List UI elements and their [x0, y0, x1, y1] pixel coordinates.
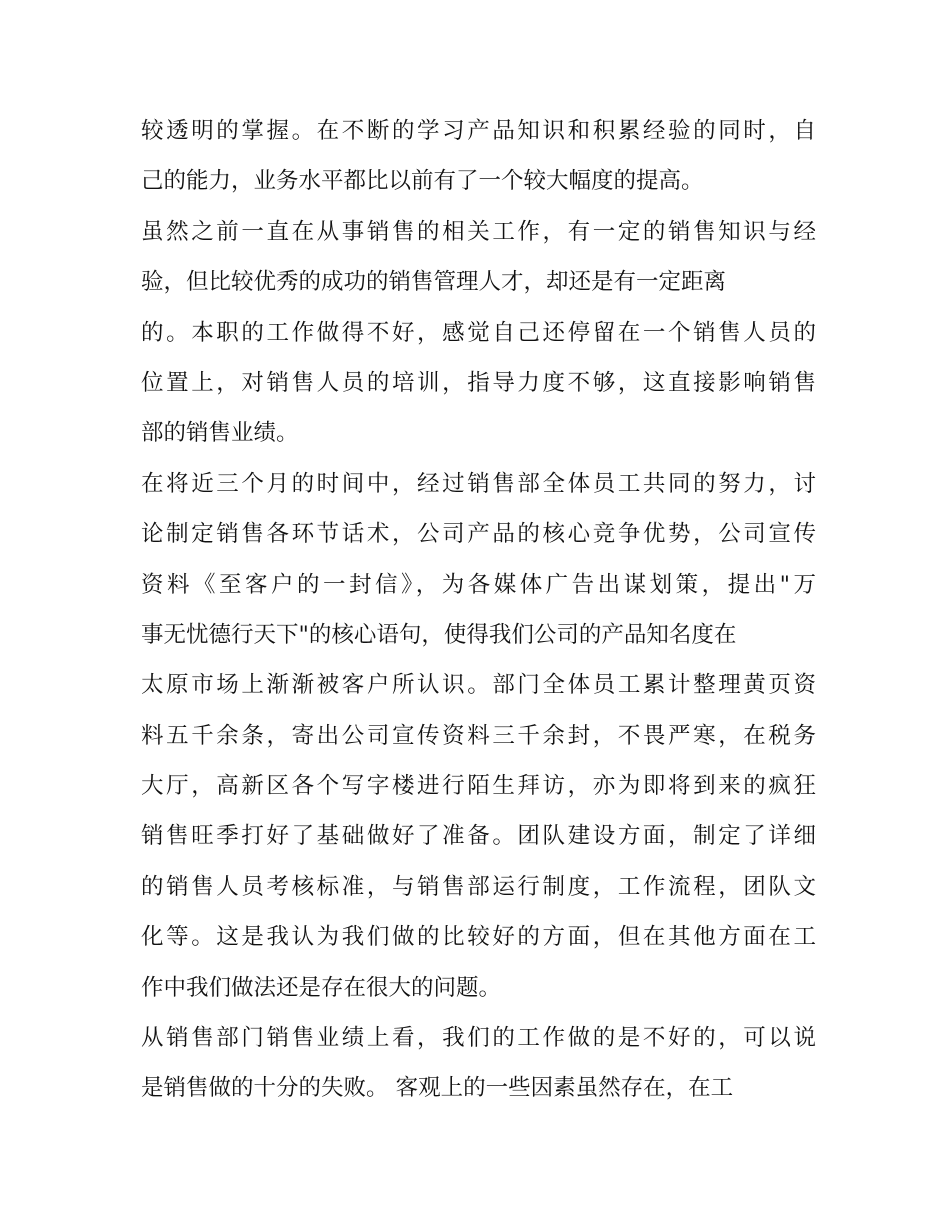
text-line: 事无忧德行天下"的核心语句，使得我们公司的产品知名度在	[141, 621, 737, 648]
text-line: 化等。这是我认为我们做的比较好的方面，但在其他方面在工	[141, 924, 816, 951]
text-line: 料五千余条，寄出公司宣传资料三千余封，不畏严寒，在税务	[141, 722, 816, 749]
paragraph	[141, 1013, 816, 1114]
text-line: 部的销售业绩。	[141, 420, 299, 447]
text-line: 的销售人员考核标准，与销售部运行制度，工作流程，团队文	[141, 873, 816, 900]
text-line: 在将近三个月的时间中，经过销售部全体员工共同的努力，讨	[141, 470, 816, 497]
text-line: 资料《至客户的一封信》，为各媒体广告出谋划策，提出"万	[141, 571, 816, 598]
text-line: 是销售做的十分的失败。 客观上的一些因素虽然存在，在工	[141, 1075, 734, 1102]
text-line: 从销售部门销售业绩上看，我们的工作做的是不好的，可以说	[141, 1025, 816, 1052]
paragraph	[141, 106, 816, 207]
text-line: 作中我们做法还是存在很大的问题。	[141, 974, 502, 1001]
text-line: 论制定销售各环节话术，公司产品的核心竞争优势，公司宣传	[141, 521, 816, 548]
paragraph	[141, 207, 816, 459]
text-line: 的。本职的工作做得不好，感觉自己还停留在一个销售人员的	[141, 319, 816, 346]
document-body	[141, 106, 816, 1114]
text-line: 销售旺季打好了基础做好了准备。团队建设方面，制定了详细	[141, 823, 816, 850]
text-line: 己的能力，业务水平都比以前有了一个较大幅度的提高。	[141, 168, 704, 195]
text-line: 验，但比较优秀的成功的销售管理人才，却还是有一定距离	[141, 269, 727, 296]
text-line: 太原市场上渐渐被客户所认识。部门全体员工累计整理黄页资	[141, 672, 816, 699]
paragraph	[141, 459, 816, 1013]
text-line: 虽然之前一直在从事销售的相关工作，有一定的销售知识与经	[141, 218, 816, 245]
text-line: 位置上，对销售人员的培训，指导力度不够，这直接影响销售	[141, 369, 816, 396]
text-line: 大厅，高新区各个写字楼进行陌生拜访，亦为即将到来的疯狂	[141, 773, 816, 800]
text-line: 较透明的掌握。在不断的学习产品知识和积累经验的同时，自	[141, 118, 816, 144]
